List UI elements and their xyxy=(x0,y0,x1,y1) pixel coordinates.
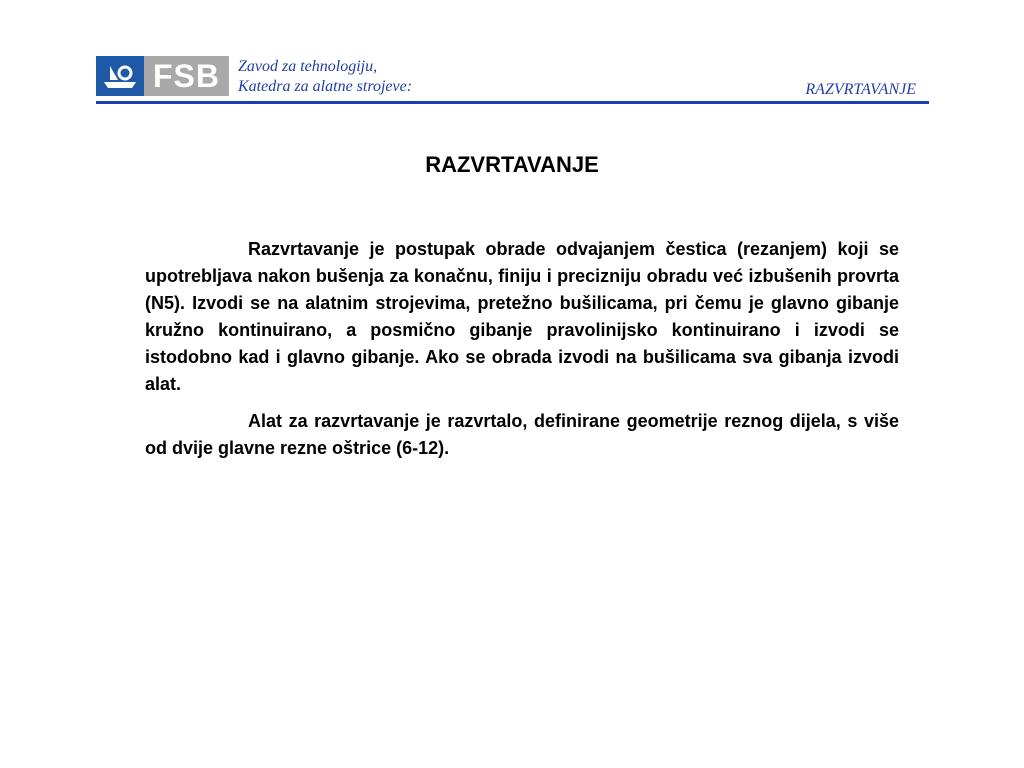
header-topic: RAZVRTAVANJE xyxy=(805,81,916,98)
paragraph-1: Razvrtavanje je postupak obrade odvajanjem čestica (rezanjem) koji se upotrebljava nakon bušenja za konačnu, finiju i precizniju obradu već izbušenih provrta (N5). Izvodi se na alatnim strojevima, pretežno bušilicama, pri čemu je glavno gibanje kružno kontinuirano, a posmično gibanje pravolinijsko kontinuirano i izvodi se istodobno kad i glavno gibanje. Ako se obrada izvodi na bušilicama sva gibanja izvodi alat. xyxy=(145,239,899,394)
page-title: RAZVRTAVANJE xyxy=(425,152,599,177)
ship-emblem-icon xyxy=(96,56,144,96)
body-text xyxy=(145,236,899,472)
logo-wordmark: FSB xyxy=(144,56,229,96)
page-header xyxy=(0,0,1024,110)
header-divider xyxy=(96,101,929,104)
department-label xyxy=(238,57,412,97)
department-line-1: Zavod za tehnologiju, xyxy=(238,58,378,75)
paragraph-2: Alat za razvrtavanje je razvrtalo, definirane geometrije reznog dijela, s više od dvije glavne rezne oštrice (6-12). xyxy=(145,411,899,458)
department-line-2: Katedra za alatne strojeve: xyxy=(238,78,413,95)
fsb-logo xyxy=(96,56,229,96)
